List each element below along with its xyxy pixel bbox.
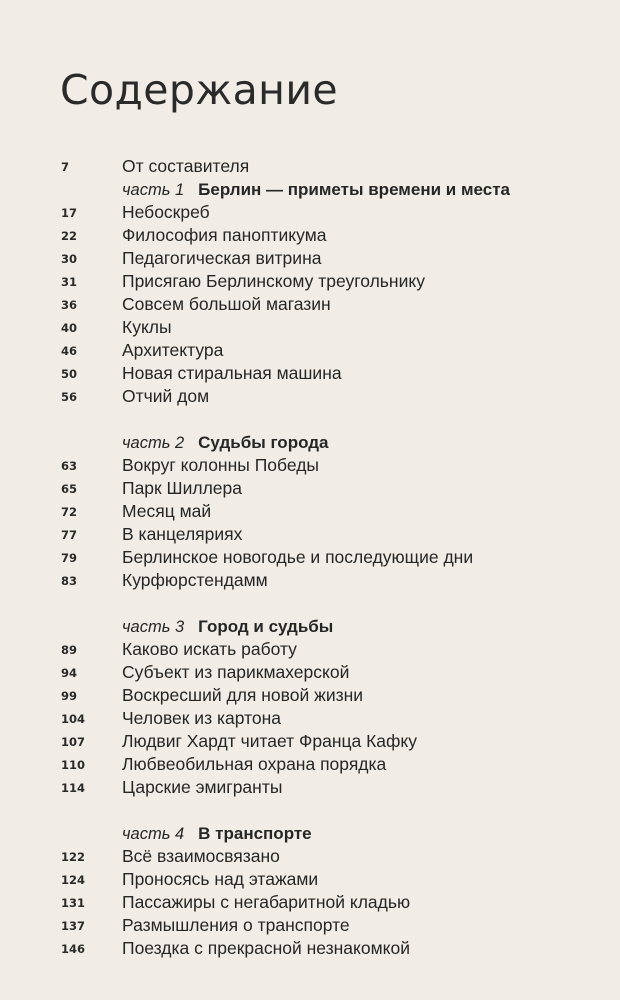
toc-entry-title: Людвиг Хардт читает Франца Кафку <box>122 731 418 751</box>
toc-entry <box>0 938 620 961</box>
toc-entry-title: Воскресший для новой жизни <box>122 685 364 705</box>
toc-page-number: 110 <box>61 758 86 772</box>
toc-entry <box>0 892 620 915</box>
toc-part-heading-text <box>122 616 333 637</box>
toc-entry-title: Отчий дом <box>122 386 210 406</box>
toc-entry <box>0 869 620 892</box>
toc-part-label: часть 3 <box>122 618 185 636</box>
toc-entry-title: Берлинское новогодье и последующие дни <box>122 547 474 567</box>
toc-entry <box>0 478 620 501</box>
toc-part-heading <box>0 616 620 639</box>
toc-page-number: 36 <box>61 298 78 312</box>
toc-page-number: 72 <box>61 505 78 519</box>
toc-entry-title: Пассажиры с негабаритной кладью <box>122 892 411 912</box>
toc-page-number: 79 <box>61 551 78 565</box>
toc-entry <box>0 639 620 662</box>
toc-part-heading <box>0 179 620 202</box>
toc-page-number: 122 <box>61 850 86 864</box>
toc-entry-title: Совсем большой магазин <box>122 294 331 314</box>
toc-entry <box>0 202 620 225</box>
toc-entry <box>0 501 620 524</box>
section-spacer <box>0 800 620 823</box>
toc-page-number: 94 <box>61 666 78 680</box>
toc-entry-title: Человек из картона <box>122 708 282 728</box>
toc-part-heading <box>0 432 620 455</box>
toc-entry-title: Любвеобильная охрана порядка <box>122 754 387 774</box>
toc-entry-title: Присягаю Берлинскому треугольнику <box>122 271 425 291</box>
toc-entry <box>0 386 620 409</box>
toc-page-number: 65 <box>61 482 78 496</box>
toc-part-heading-text <box>122 179 510 200</box>
toc-part-heading-text <box>122 432 328 453</box>
toc-page-number: 131 <box>61 896 86 910</box>
toc-entry <box>0 754 620 777</box>
toc-page-number: 104 <box>61 712 86 726</box>
toc-page-number: 56 <box>61 390 78 404</box>
toc-page-number: 50 <box>61 367 78 381</box>
toc-part-title: В транспорте <box>198 824 312 843</box>
toc-page-number: 22 <box>61 229 78 243</box>
page-title: Содержание <box>60 66 339 114</box>
toc-page-number: 146 <box>61 942 86 956</box>
toc-page-number: 63 <box>61 459 78 473</box>
toc-entry <box>0 340 620 363</box>
toc-entry <box>0 915 620 938</box>
toc-entry-title: Размышления о транспорте <box>122 915 350 935</box>
toc-page-number: 17 <box>61 206 78 220</box>
toc-entry <box>0 156 620 179</box>
toc-entry-title: Архитектура <box>122 340 224 360</box>
toc-entry <box>0 317 620 340</box>
toc-page-number: 46 <box>61 344 78 358</box>
toc-entry-title: Субъект из парикмахерской <box>122 662 350 682</box>
toc-page-number: 83 <box>61 574 78 588</box>
toc-part-heading <box>0 823 620 846</box>
toc-entry-title: Проносясь над этажами <box>122 869 319 889</box>
toc-entry-title: Царские эмигранты <box>122 777 283 797</box>
toc-entry <box>0 363 620 386</box>
toc-page-number: 40 <box>61 321 78 335</box>
toc-entry-title: Куклы <box>122 317 172 337</box>
toc-entry <box>0 271 620 294</box>
toc-entry-title: В канцеляриях <box>122 524 243 544</box>
toc-entry <box>0 547 620 570</box>
toc-entry <box>0 225 620 248</box>
toc-entry-title: Парк Шиллера <box>122 478 242 498</box>
toc-entry-title: Месяц май <box>122 501 212 521</box>
toc-part-label: часть 4 <box>122 825 185 843</box>
toc-entry <box>0 455 620 478</box>
toc-entry-title: Поездка с прекрасной незнакомкой <box>122 938 411 958</box>
toc-entry <box>0 777 620 800</box>
toc-part-heading-text <box>122 823 312 844</box>
toc-part-label: часть 2 <box>122 434 185 452</box>
section-spacer <box>0 593 620 616</box>
toc-page-number: 30 <box>61 252 78 266</box>
toc-page-number: 7 <box>61 160 70 174</box>
toc-page-number: 124 <box>61 873 86 887</box>
toc-entry <box>0 708 620 731</box>
toc-entry-title: Педагогическая витрина <box>122 248 322 268</box>
toc-entry <box>0 570 620 593</box>
toc-entry <box>0 662 620 685</box>
toc-page-number: 107 <box>61 735 86 749</box>
toc-entry <box>0 248 620 271</box>
toc-part-title: Город и судьбы <box>198 617 334 636</box>
toc-page-number: 137 <box>61 919 86 933</box>
toc-part-title: Берлин — приметы времени и места <box>198 180 510 199</box>
toc-entry-title: Всё взаимосвязано <box>122 846 280 866</box>
toc-entry <box>0 731 620 754</box>
toc-entry-title: Философия паноптикума <box>122 225 327 245</box>
toc-entry-title: От составителя <box>122 156 250 176</box>
toc-entry-title: Курфюрстендамм <box>122 570 268 590</box>
toc-entry <box>0 294 620 317</box>
toc-part-title: Судьбы города <box>198 433 329 452</box>
toc-page-number: 31 <box>61 275 78 289</box>
toc-entry-title: Небоскреб <box>122 202 210 222</box>
toc-entry-title: Вокруг колонны Победы <box>122 455 319 475</box>
toc-page-number: 77 <box>61 528 78 542</box>
table-of-contents <box>0 156 620 961</box>
section-spacer <box>0 409 620 432</box>
toc-entry-title: Новая стиральная машина <box>122 363 342 383</box>
toc-part-label: часть 1 <box>122 181 185 199</box>
toc-page-number: 89 <box>61 643 78 657</box>
toc-entry-title: Каково искать работу <box>122 639 297 659</box>
toc-entry <box>0 524 620 547</box>
toc-page-number: 99 <box>61 689 78 703</box>
toc-entry <box>0 685 620 708</box>
toc-page-number: 114 <box>61 781 86 795</box>
toc-entry <box>0 846 620 869</box>
